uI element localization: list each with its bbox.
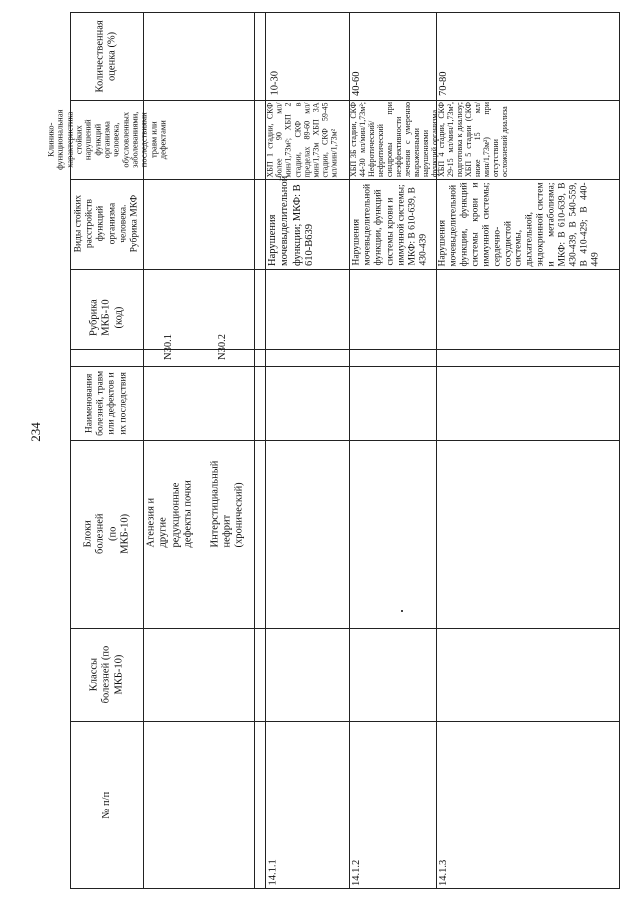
top-row-classes — [143, 628, 254, 721]
page-number: 234 — [28, 422, 43, 442]
code-n30-1: N30.1 — [163, 334, 174, 360]
top-row-blocks — [143, 440, 254, 628]
row-1-disorder: Нарушения мочевыделительной функции; МКФ: B 610-B639 — [267, 175, 316, 266]
block-interstitial-nephritis: Интерстициальный нефрит (хронический) — [209, 460, 245, 548]
row-2-rating: 40-60 — [351, 71, 362, 96]
header-disorder-types: Виды стойких расстройств функций организма человека. Рубрика МКФ — [73, 195, 140, 253]
row-2-num: 14.1.2 — [351, 859, 362, 886]
header-disease-names: Наименования болезней, травм или дефектов и их последствия — [84, 370, 129, 436]
row-3-rating: 70-80 — [438, 71, 449, 96]
top-row-codes — [143, 269, 254, 366]
header-blocks: Блоки болезней (по МКБ-10) — [82, 513, 131, 555]
row-1-clinical: ХБП 1 стадии, СКФ более 90 мл/мин/1,73м²; ХБП 2 стадии, СКФ в пределах 89-60 мл/мин/1,73м ХБП 3А стадии, СКФ 59-45 мл/мин/1,73м² — [265, 102, 339, 178]
row-2-clinical: ХБП 3Б стадии, СКФ 44-30 мл/мин/1,73м²; Нефротический/нефритический синдромы при неэффективности лечения с умеренно выраженными нарушениями функций организма — [349, 102, 439, 177]
header-icd-code: Рубрика МКБ-10 (код) — [88, 299, 125, 336]
header-rating: Количественная оценка (%) — [94, 20, 118, 93]
disability-criteria-table — [45, 12, 620, 889]
row-2-disorder: Нарушения мочевыделительной функции, функций системы крови и иммунной системы; МКФ: B 610-639, B 430-439 — [351, 183, 429, 266]
header-num: № п/п — [100, 792, 112, 819]
row-3-num: 14.1.3 — [438, 859, 449, 886]
header-classes: Классы болезней (по МКБ-10) — [88, 645, 125, 704]
header-clinical: Клинико-функциональная характеристика стойких нарушений функций организма человека, обусловленных заболеваниями, последствиями травм или дефектами — [45, 109, 168, 170]
row-3-clinical: ХБП 4 стадии, СКФ 29-15 мл/мин/1,73м², подготовка к диализу; ХБП 5 стадии (СКФ ниже 15 мл/мин/1,73м²) при отсутствии осложнений диализа — [437, 102, 510, 177]
code-n30-2: N30.2 — [217, 334, 229, 360]
scan-speck — [401, 610, 403, 612]
block-agenesis: Агенезия и другие редукционные дефекты почки — [145, 480, 194, 548]
row-1-rating: 10-30 — [269, 71, 281, 96]
row-1-num: 14.1.1 — [267, 859, 279, 886]
row-3-disorder: Нарушения мочевыделительной функции, функций системы крови и иммунной системы; сердечно-сосудистой системы, дыхательной, эндокринной систем и метаболизма; МКФ: B 610-639, B 430-439, B 540-559, B 410-429; B 440-449 — [437, 182, 601, 267]
